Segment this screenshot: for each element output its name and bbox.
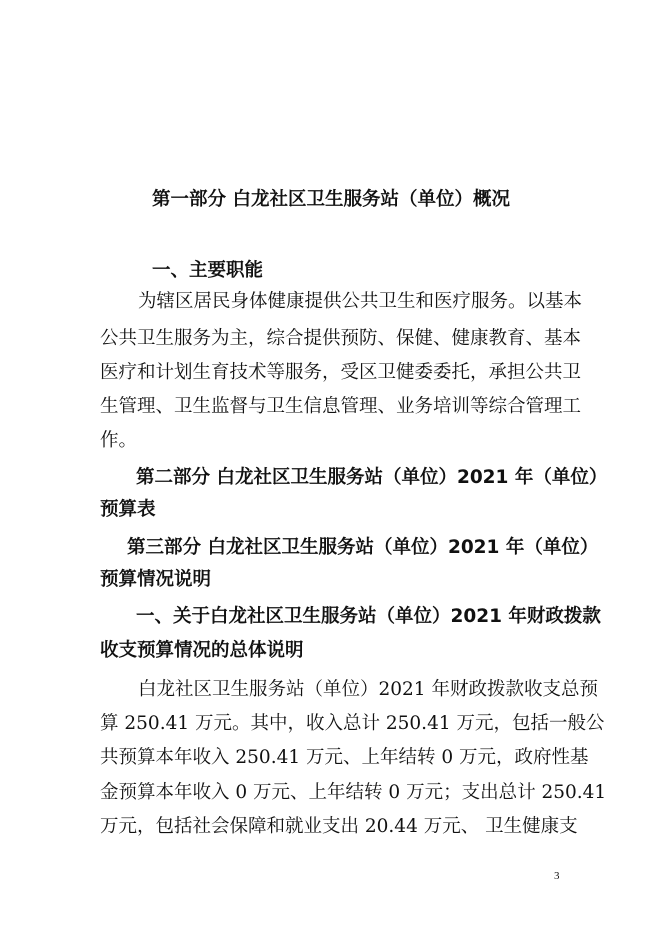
paragraph-line: 算 250.41 万元。其中，收入总计 250.41 万元，包括一般公 bbox=[100, 713, 605, 734]
part1-title: 第一部分 白龙社区卫生服务站（单位）概况 bbox=[152, 189, 510, 210]
paragraph-line: 生管理、卫生监督与卫生信息管理、业务培训等综合管理工 bbox=[100, 396, 582, 417]
part2-title: 第二部分 白龙社区卫生服务站（单位）2021 年（单位） bbox=[136, 467, 608, 488]
part2-title-cont: 预算表 bbox=[100, 499, 156, 520]
paragraph-line: 作。 bbox=[100, 430, 138, 451]
paragraph-line: 医疗和计划生育技术等服务，受区卫健委委托，承担公共卫 bbox=[100, 362, 582, 383]
section-heading-overview: 一、关于白龙社区卫生服务站（单位）2021 年财政拨款 bbox=[136, 606, 601, 627]
paragraph-line: 万元，包括社会保障和就业支出 20.44 万元、 卫生健康支 bbox=[100, 816, 578, 837]
page-number: 3 bbox=[554, 870, 560, 882]
paragraph-line: 白龙社区卫生服务站（单位）2021 年财政拨款收支总预 bbox=[138, 679, 598, 700]
section-heading-overview-cont: 收支预算情况的总体说明 bbox=[100, 640, 304, 661]
paragraph-line: 共预算本年收入 250.41 万元、上年结转 0 万元，政府性基 bbox=[100, 747, 589, 768]
part3-title: 第三部分 白龙社区卫生服务站（单位）2021 年（单位） bbox=[127, 537, 599, 558]
paragraph-line: 金预算本年收入 0 万元、上年结转 0 万元；支出总计 250.41 bbox=[100, 782, 607, 803]
part3-title-cont: 预算情况说明 bbox=[100, 569, 212, 590]
paragraph-line: 公共卫生服务为主，综合提供预防、保健、健康教育、基本 bbox=[100, 328, 582, 349]
section-heading-main-functions: 一、主要职能 bbox=[152, 260, 264, 281]
paragraph-line: 为辖区居民身体健康提供公共卫生和医疗服务。以基本 bbox=[138, 291, 583, 312]
